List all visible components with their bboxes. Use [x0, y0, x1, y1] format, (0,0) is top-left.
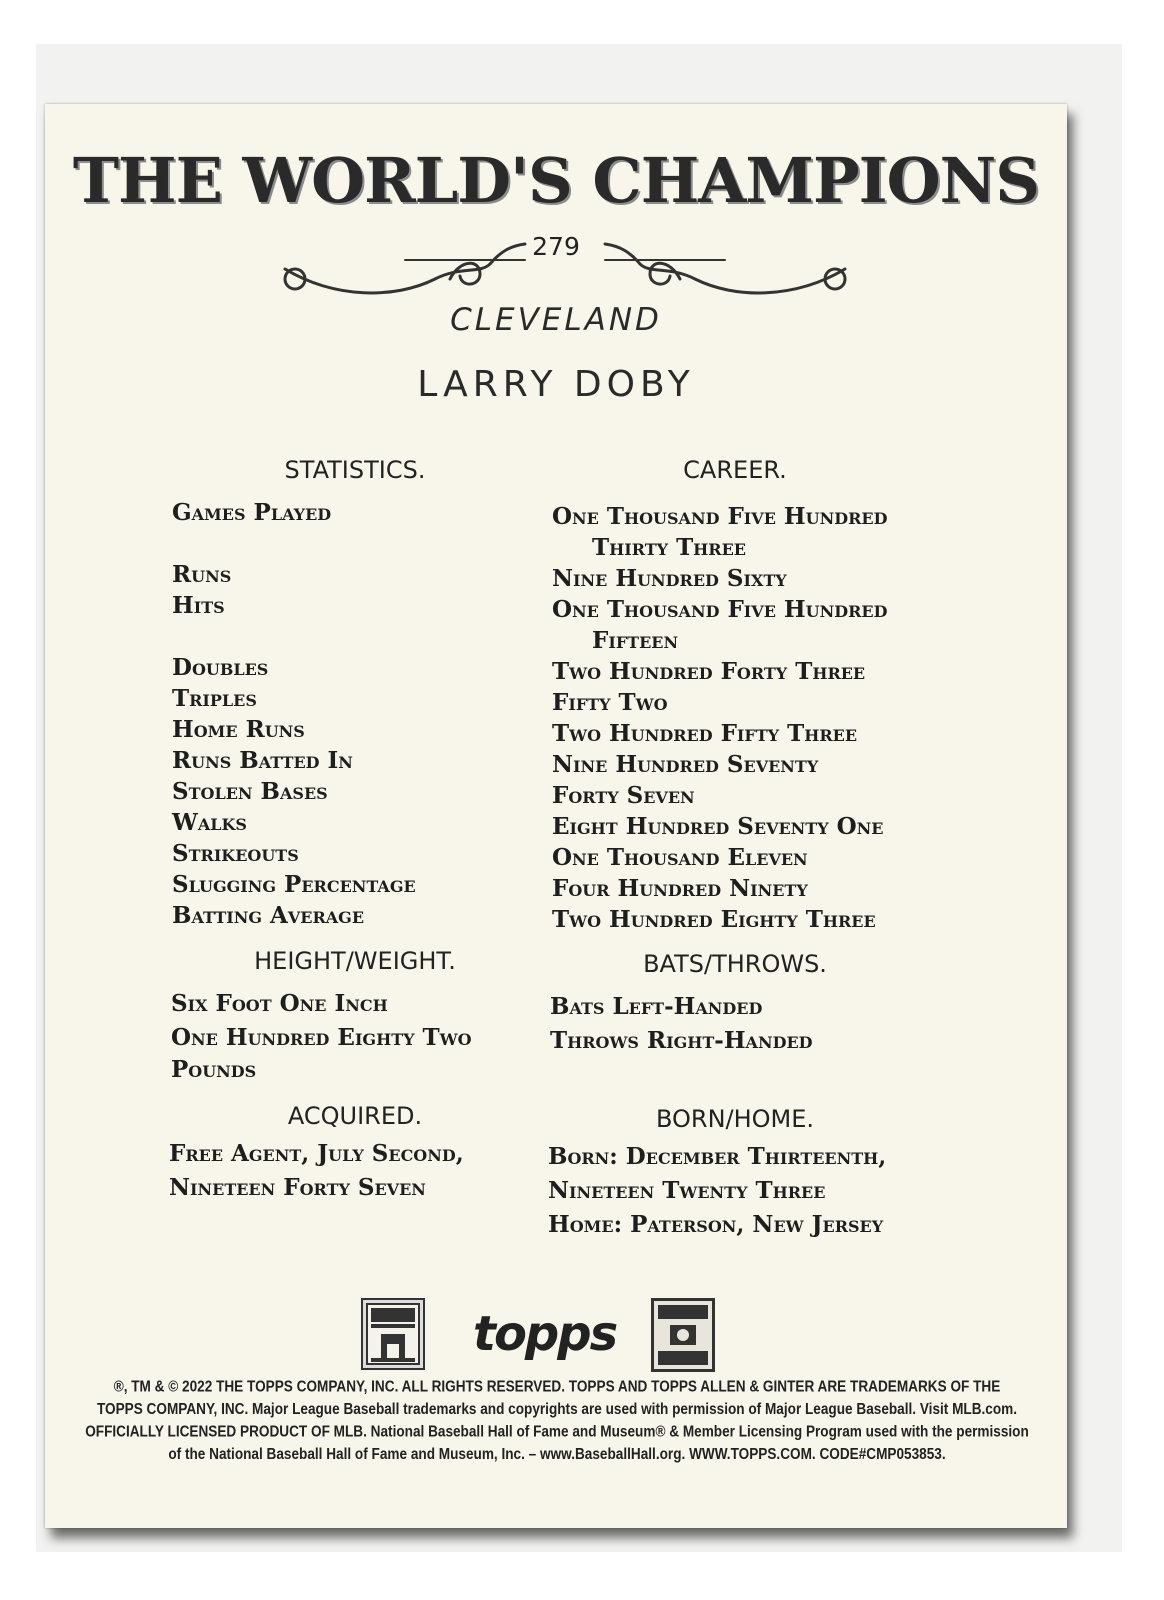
career-heading: CAREER.: [683, 456, 787, 484]
weight-value: One Hundred Eighty Two: [171, 1024, 472, 1051]
stat-value: Nine Hundred Sixty: [552, 565, 787, 592]
player-name: LARRY DOBY: [417, 364, 695, 405]
stat-label: Runs Batted In: [172, 747, 353, 774]
topps-logo: topps: [473, 1306, 617, 1362]
throws-value: Throws Right-Handed: [550, 1027, 813, 1054]
stat-value-continued: Fifteen: [592, 627, 679, 654]
stat-label: Slugging Percentage: [172, 871, 416, 898]
acquired-heading: ACQUIRED.: [287, 1102, 423, 1130]
stat-label: Games Played: [172, 499, 332, 526]
legal-notice: [85, 1376, 1029, 1466]
born-value-continued: Nineteen Twenty Three: [548, 1177, 826, 1204]
stat-value: Nine Hundred Seventy: [552, 751, 819, 778]
home-value: Home: Paterson, New Jersey: [548, 1211, 884, 1238]
set-title-banner: THE WORLD'S CHAMPIONS: [72, 144, 1040, 217]
baseball-card-back: [45, 104, 1067, 1528]
stat-label: Walks: [172, 809, 247, 836]
stat-label: Home Runs: [172, 716, 305, 743]
stat-label: Stolen Bases: [172, 778, 328, 805]
bats-value: Bats Left-Handed: [550, 993, 763, 1020]
logo-row: [45, 1294, 1067, 1374]
stat-value: One Thousand Five Hundred: [552, 596, 888, 623]
acquired-value-continued: Nineteen Forty Seven: [169, 1174, 426, 1201]
stat-label: Strikeouts: [172, 840, 299, 867]
stat-value: Two Hundred Eighty Three: [552, 906, 876, 933]
acquired-value: Free Agent, July Second,: [169, 1140, 464, 1167]
height-value: Six Foot One Inch: [171, 990, 388, 1017]
bats-throws-heading: BATS/THROWS.: [643, 950, 827, 978]
stat-label: Hits: [172, 592, 225, 619]
team-name: CLEVELAND: [450, 302, 662, 338]
stat-value: Eight Hundred Seventy One: [552, 813, 884, 840]
born-home-heading: BORN/HOME.: [655, 1105, 815, 1133]
height-weight-heading: HEIGHT/WEIGHT.: [254, 947, 456, 975]
stat-label: Doubles: [172, 654, 269, 681]
legal-line: ®, TM & © 2022 THE TOPPS COMPANY, INC. ALL RIGHTS RESERVED. TOPPS AND TOPPS ALLEN & GINTER ARE TRADEMARKS OF THE: [113, 1378, 1001, 1396]
legal-line: TOPPS COMPANY, INC. Major League Baseball trademarks and copyrights are used with permission of Major League Baseball. Visit MLB.com.: [96, 1400, 1018, 1418]
stat-value: Forty Seven: [552, 782, 695, 809]
legal-line: OFFICIALLY LICENSED PRODUCT OF MLB. National Baseball Hall of Fame and Museum® & Member Licensing Program used with the permission: [85, 1423, 1029, 1440]
statistics-heading: STATISTICS.: [284, 456, 426, 484]
cooperstown-collection-logo-icon: [651, 1298, 715, 1372]
card-number: 279: [532, 232, 580, 261]
stat-value: Two Hundred Fifty Three: [552, 720, 858, 747]
weight-value-continued: Pounds: [171, 1056, 257, 1083]
stat-value: Two Hundred Forty Three: [552, 658, 866, 685]
stat-label: Runs: [172, 561, 232, 588]
legal-line: of the National Baseball Hall of Fame and Museum, Inc. – www.BaseballHall.org. WWW.TOPPS.COM. CODE#CMP053853.: [168, 1445, 946, 1463]
stat-value: Fifty Two: [552, 689, 668, 716]
stat-value: Four Hundred Ninety: [552, 875, 808, 902]
stat-label: Triples: [172, 685, 257, 712]
hall-of-fame-logo-icon: [361, 1298, 425, 1370]
stat-value: One Thousand Eleven: [552, 844, 808, 871]
stat-value: One Thousand Five Hundred: [552, 503, 888, 530]
born-value: Born: December Thirteenth,: [548, 1143, 887, 1170]
stat-label: Batting Average: [172, 902, 365, 929]
stat-value-continued: Thirty Three: [592, 534, 746, 561]
